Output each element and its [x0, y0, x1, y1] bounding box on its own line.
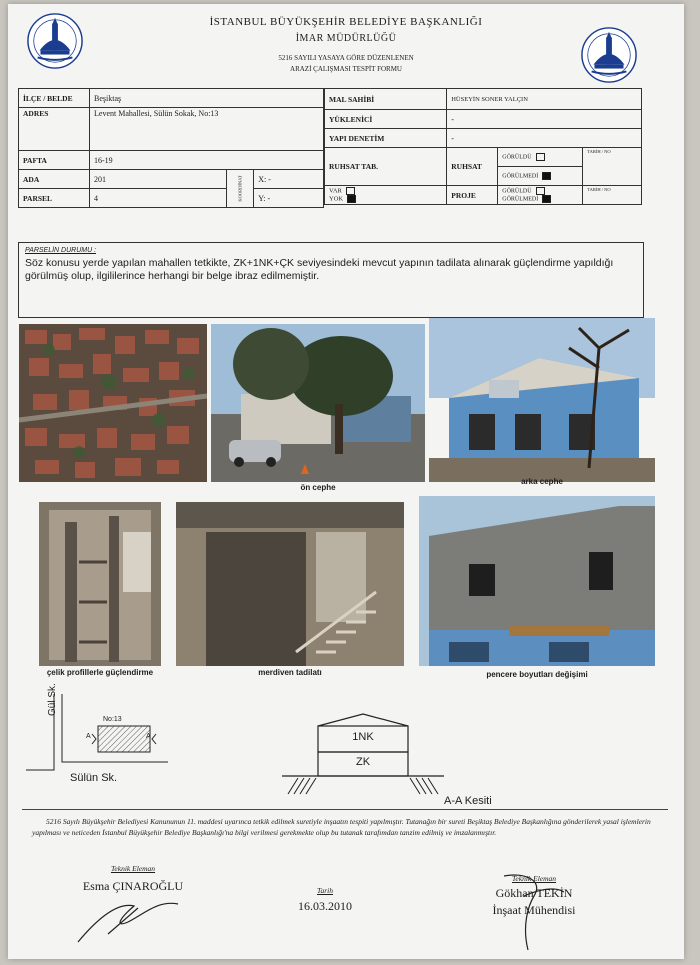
parcel-status-box: [18, 242, 644, 318]
window-change-photo: [419, 496, 655, 666]
parcel-number-label: No:13: [103, 716, 122, 723]
mal-sahibi-value: HÜSEYİN SONER YALÇIN: [447, 89, 642, 110]
right-signer-name: Gökhan TEKİN: [495, 886, 573, 900]
footer-divider: [22, 809, 668, 810]
parcel-status-text: Söz konusu yerde yapılan mahallen tetkikte, ZK+1NK+ÇK seviyesindeki mevcut yapının tadilata alınarak güçlendirme yapıldığı görülmüş olup, ilgililerince herhangi bir belge ibraz edilmemiştir.: [25, 257, 614, 282]
parsel-value: 4: [90, 189, 227, 208]
proje-label: PROJE: [447, 186, 498, 205]
parcel-info-table: [18, 88, 324, 208]
site-plan-sketch: [18, 686, 188, 786]
front-facade-photo: [211, 324, 425, 482]
caption-stairs: merdiven tadilatı: [258, 668, 322, 677]
right-signer-title: Teknik Eleman: [511, 874, 557, 883]
rear-facade-photo: [429, 318, 655, 482]
y-coordinate: Y: -: [254, 189, 324, 208]
floor-lower-label: ZK: [355, 756, 371, 768]
pafta-value: 16-19: [90, 151, 324, 170]
section-mark-left: A: [86, 733, 91, 740]
section-mark-right: A: [146, 733, 151, 740]
left-handwritten-signature: [68, 888, 198, 948]
koordinat-label: KOORDİNAT: [227, 170, 254, 208]
stair-renovation-photo: [176, 502, 404, 666]
var-checkbox[interactable]: [346, 187, 355, 195]
pafta-label: PAFTA: [19, 151, 90, 170]
dept-title: İMAR MÜDÜRLÜĞÜ: [295, 33, 397, 44]
footer-statement: 5216 Sayılı Büyükşehir Belediyesi Kanununun 11. maddesi uyarınca tetkik edilmek suretiyle inşaatın tespiti yapılmıştır. Tutanağın bir sureti Beşiktaş Belediye Başkanlığına gönderilerek yasal işlemlerin yapılması ve neticeden İstanbul Büyükşehir Belediye Başkanlığı'na bilgi verilmesi gerekmekte olup bu tutanak tarafımdan tanzim edilmiş ve imzalanmıştır.: [32, 817, 651, 837]
form-paper: [8, 4, 684, 959]
yuklenici-label: YÜKLENİCİ: [325, 110, 447, 129]
street-gul-label: Gül Sk.: [47, 683, 58, 716]
caption-steel: çelik profillerle güçlendirme: [46, 668, 154, 677]
ruhsat-gorulmedi: GÖRÜLMEDİ: [498, 167, 583, 186]
right-signer-role: İnşaat Mühendisi: [492, 903, 576, 917]
form-subtitle: ARAZİ ÇALIŞMASI TESPİT FORMU: [290, 65, 402, 73]
ada-value: 201: [90, 170, 227, 189]
x-coordinate: X: -: [254, 170, 324, 189]
proje-status: GÖRÜLDÜ GÖRÜLMEDİ: [498, 186, 583, 205]
ruhsat-label: RUHSAT: [447, 148, 498, 186]
parcel-status-title: PARSELİN DURUMU :: [25, 247, 97, 254]
mal-sahibi-label: MAL SAHİBİ: [325, 89, 447, 110]
ada-label: ADA: [19, 170, 90, 189]
caption-front: ön cephe: [300, 483, 336, 492]
law-subtitle: 5216 SAYILI YASAYA GÖRE DÜZENLENEN: [278, 54, 414, 62]
proje-tarih-no: TARİH / NO: [583, 186, 642, 205]
left-signer-title: Teknik Eleman: [110, 864, 156, 873]
ilce-label: İLÇE / BELDE: [19, 89, 90, 108]
section-title: A-A Kesiti: [444, 795, 492, 807]
org-title: İSTANBUL BÜYÜKŞEHİR BELEDİYE BAŞKANLIĞI: [209, 16, 483, 28]
permit-info-table: [324, 88, 642, 205]
street-sulun-label: Sülün Sk.: [70, 772, 118, 784]
yok-checkbox[interactable]: [347, 195, 356, 203]
caption-rear: arka cephe: [521, 477, 563, 486]
signature-date: [270, 886, 380, 914]
date-title: Tarih: [317, 886, 333, 895]
yuklenici-value: -: [447, 110, 642, 129]
aerial-photo: [19, 324, 207, 482]
ruhsat-goruldu-checkbox[interactable]: [536, 153, 545, 161]
right-handwritten-signature: [484, 866, 584, 956]
section-drawing: [278, 708, 448, 798]
yapi-denetim-label: YAPI DENETİM: [325, 129, 447, 148]
var-option: VAR YOK: [325, 186, 435, 205]
caption-window: pencere boyutları değişimi: [486, 670, 588, 679]
left-signer-name: Esma ÇINAROĞLU: [82, 879, 184, 893]
steel-reinforcement-photo: [39, 502, 161, 666]
ruhsat-tarih-no: TARİH / NO: [583, 148, 642, 186]
adres-label: ADRES: [19, 108, 90, 151]
date-value: 16.03.2010: [298, 899, 352, 913]
floor-upper-label: 1NK: [352, 731, 374, 743]
yapi-denetim-value: -: [447, 129, 642, 148]
adres-value: Levent Mahallesi, Sülün Sokak, No:13: [90, 108, 324, 151]
ruhsat-gorulmedi-checkbox[interactable]: [542, 172, 551, 180]
proje-gorulmedi-checkbox[interactable]: [542, 195, 551, 203]
ruhsat-goruldu: GÖRÜLDÜ: [498, 148, 583, 167]
parsel-label: PARSEL: [19, 189, 90, 208]
ilce-value: Beşiktaş: [90, 89, 324, 108]
proje-goruldu-checkbox[interactable]: [536, 187, 545, 195]
ruhsat-tab-label: RUHSAT TAB.: [325, 148, 447, 186]
